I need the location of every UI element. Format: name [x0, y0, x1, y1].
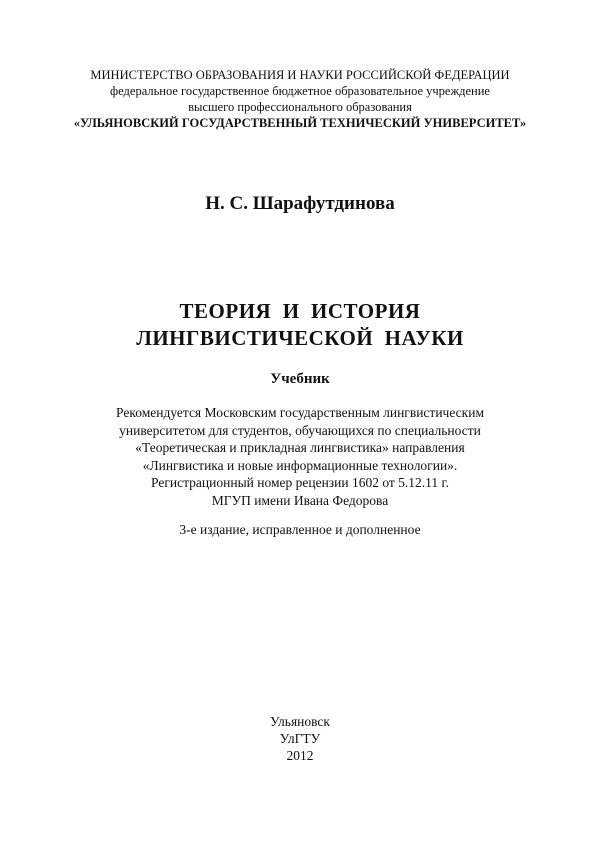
- university-name: «УЛЬЯНОВСКИЙ ГОСУДАРСТВЕННЫЙ ТЕХНИЧЕСКИЙ УНИВЕРСИТЕТ»: [73, 116, 527, 130]
- recommendation-line: университетом для студентов, обучающихся по специальности: [119, 423, 481, 438]
- recommendation-line: МГУП имени Ивана Федорова: [211, 493, 389, 508]
- book-title-line-2: ЛИНГВИСТИЧЕСКОЙ НАУКИ: [136, 326, 464, 350]
- recommendation-line: «Теоретическая и прикладная лингвистика» направления: [135, 440, 465, 455]
- institution-type-line: федеральное государственное бюджетное образовательное учреждение: [110, 84, 490, 98]
- imprint-year: 2012: [286, 748, 314, 763]
- recommendation-line: «Лингвистика и новые информационные технологии».: [142, 458, 458, 473]
- recommendation-line: Регистрационный номер рецензии 1602 от 5.12.11 г.: [151, 475, 449, 490]
- document-type: Учебник: [270, 371, 330, 387]
- institution-level-line: высшего профессионального образования: [188, 100, 412, 114]
- imprint-city: Ульяновск: [270, 714, 330, 729]
- edition-note: 3-е издание, исправленное и дополненное: [179, 522, 421, 537]
- author-name: Н. С. Шарафутдинова: [205, 193, 395, 214]
- book-title-line-1: ТЕОРИЯ И ИСТОРИЯ: [179, 299, 421, 323]
- recommendation-line: Рекомендуется Московским государственным лингвистическим: [116, 405, 484, 420]
- ministry-heading: МИНИСТЕРСТВО ОБРАЗОВАНИЯ И НАУКИ РОССИЙСКОЙ ФЕДЕРАЦИИ: [90, 68, 510, 82]
- imprint-publisher: УлГТУ: [279, 731, 321, 746]
